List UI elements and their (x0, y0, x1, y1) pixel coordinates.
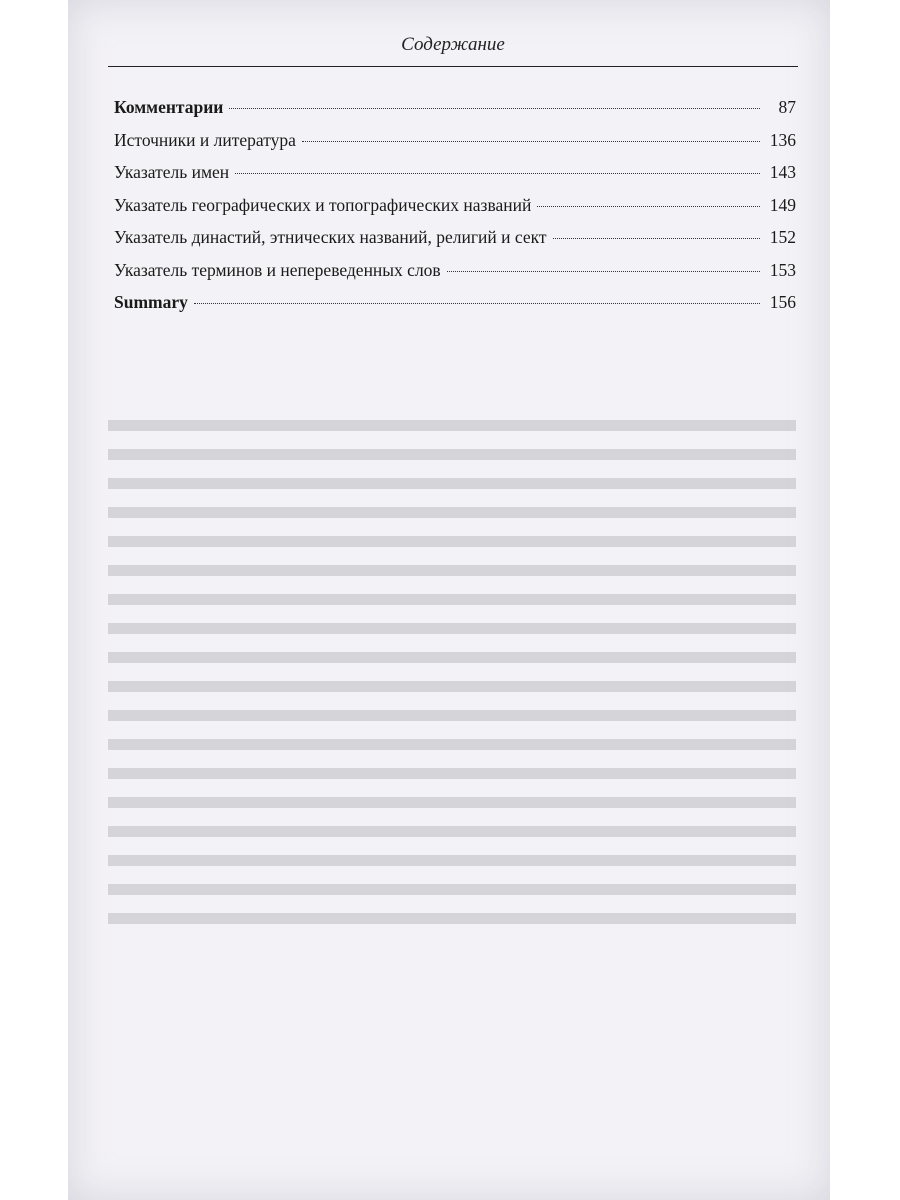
toc-entry-page: 156 (769, 292, 796, 312)
toc-entry-page: 143 (769, 162, 796, 182)
toc-entry-title: Указатель терминов и непереведенных слов (114, 259, 441, 280)
toc-entry-title: Указатель географических и топографических названий (114, 194, 532, 215)
toc-entry (114, 291, 796, 324)
bleed-through-mirrored-text (108, 420, 796, 940)
dot-leader (553, 238, 760, 239)
toc-entry (114, 96, 796, 129)
toc-entry-page: 152 (769, 227, 796, 247)
toc-entry (114, 161, 796, 194)
toc-entry-title: Summary (114, 292, 188, 312)
toc-entry-title: Указатель династий, этнических названий, религий и сект (114, 227, 547, 247)
dot-leader (194, 303, 760, 304)
toc-entry (114, 226, 796, 259)
toc-entry-title: Источники и литература (114, 129, 296, 150)
toc-entry-page: 149 (769, 194, 796, 215)
dot-leader (537, 206, 760, 207)
running-header: Содержание (401, 34, 505, 55)
toc-entry (114, 194, 796, 227)
table-of-contents (114, 96, 796, 324)
toc-entry-title: Указатель имен (114, 162, 230, 182)
book-page (68, 0, 830, 1200)
toc-entry-page: 87 (778, 97, 796, 117)
dot-leader (229, 108, 760, 109)
toc-entry (114, 259, 796, 292)
dot-leader (235, 173, 760, 174)
toc-entry-page: 136 (769, 129, 796, 150)
header-rule (108, 66, 798, 67)
toc-entry-title: Комментарии (114, 97, 224, 117)
dot-leader (447, 271, 760, 272)
toc-entry (114, 129, 796, 162)
toc-entry-page: 153 (769, 259, 796, 280)
dot-leader (302, 141, 760, 142)
